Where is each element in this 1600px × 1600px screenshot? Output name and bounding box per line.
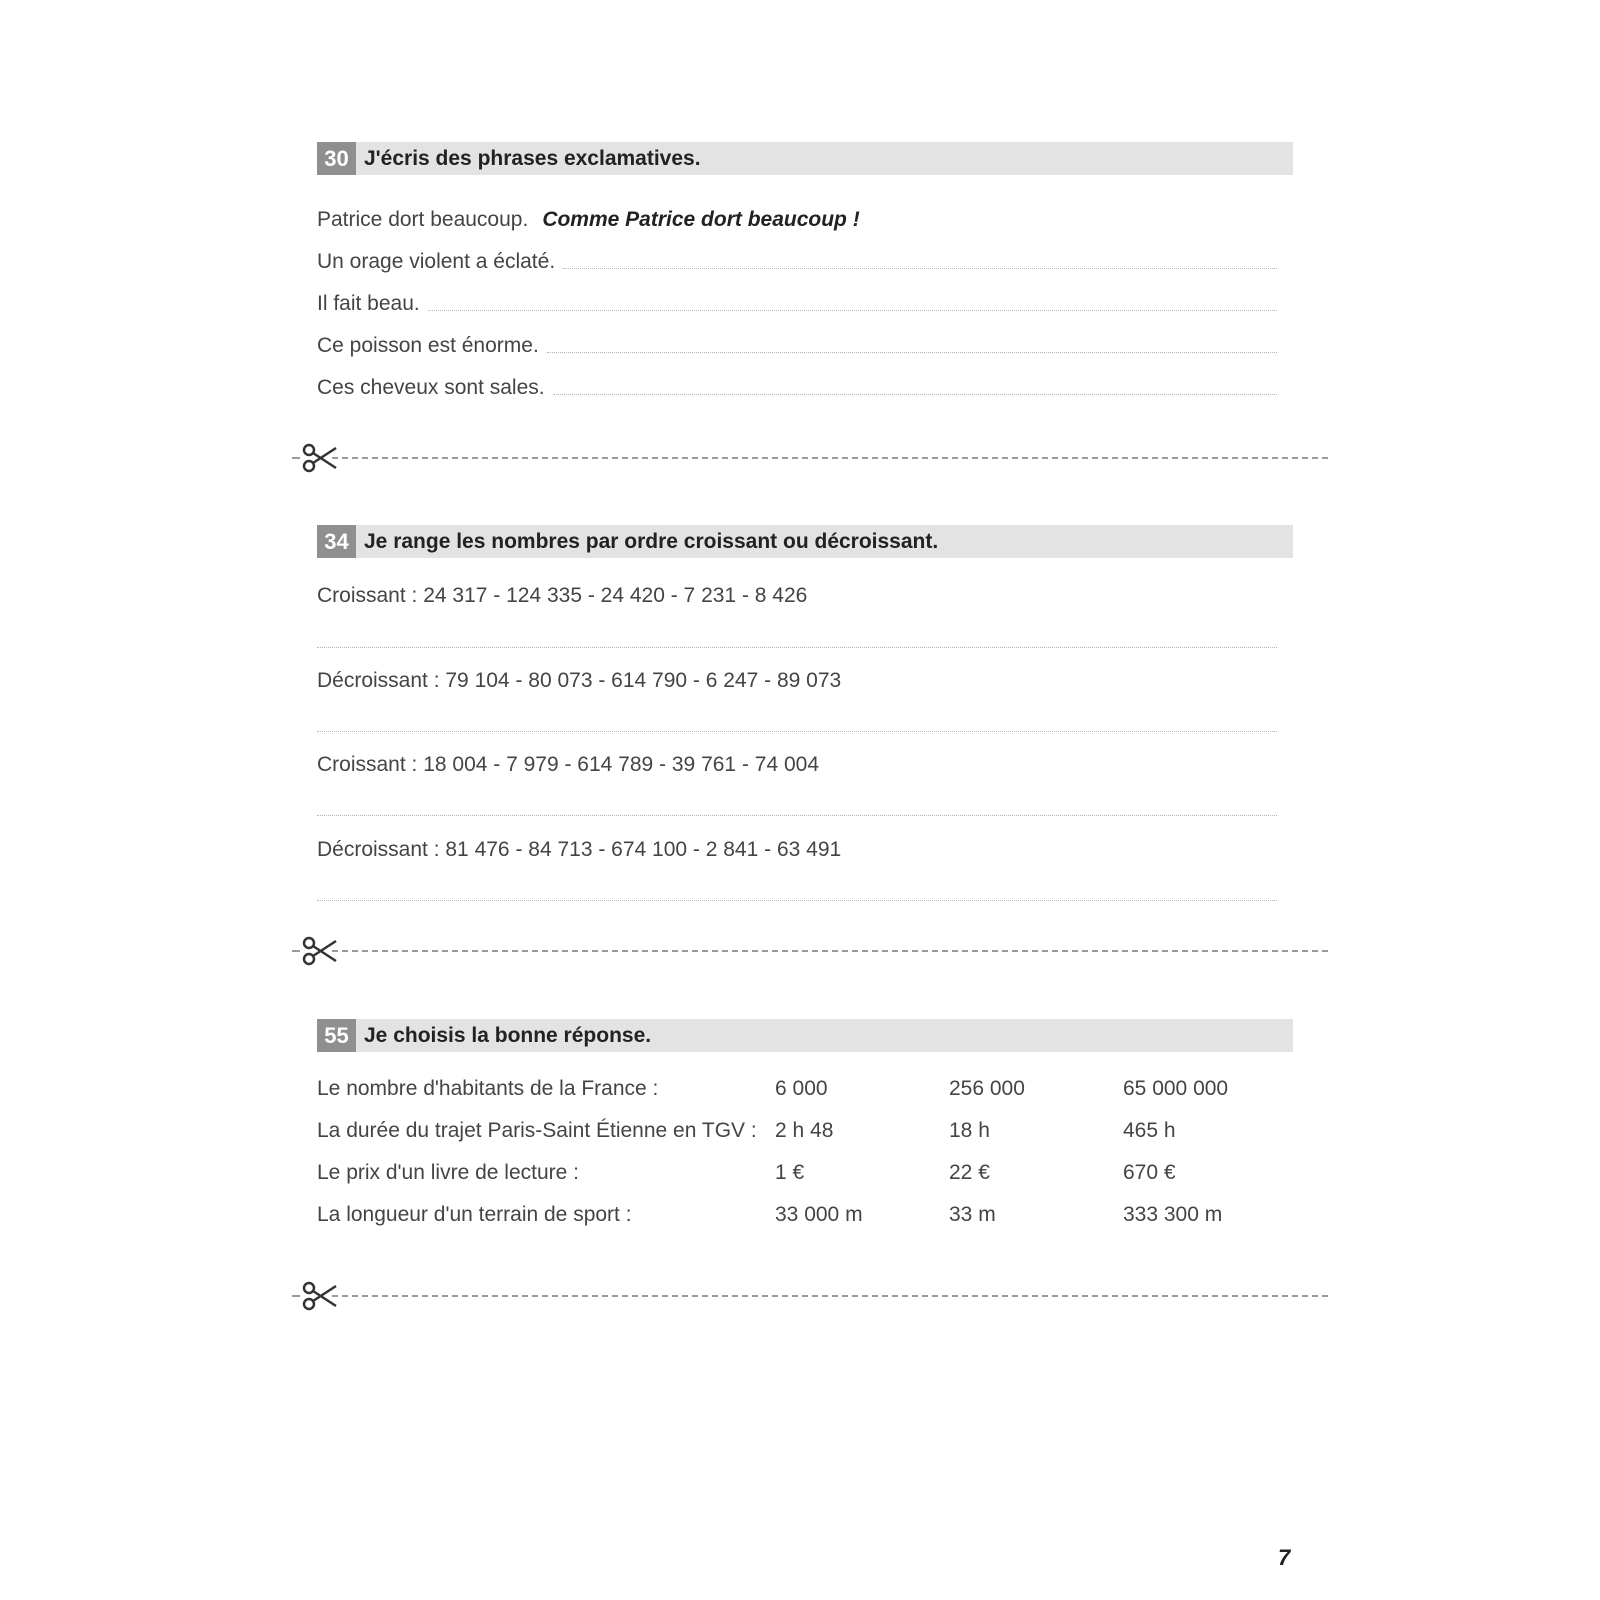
question-label: Le nombre d'habitants de la France : [317,1077,659,1100]
exercise-55-header [317,1019,1293,1052]
answer-option[interactable]: 465 h [1123,1119,1176,1142]
question-label: La durée du trajet Paris-Saint Étienne en TGV : [317,1119,757,1142]
sentence-prompt: Il fait beau. [317,292,420,315]
answer-option[interactable]: 6 000 [775,1077,828,1100]
cut-line [292,934,1328,968]
sentence-prompt: Ces cheveux sont sales. [317,376,545,399]
exercise-title: J'écris des phrases exclamatives. [364,146,701,170]
question-label: La longueur d'un terrain de sport : [317,1203,632,1226]
cut-dash [292,950,300,952]
question-row [317,1161,1277,1195]
answer-option[interactable]: 256 000 [949,1077,1025,1100]
sentence-row [317,282,1277,316]
answer-option[interactable]: 33 m [949,1203,996,1226]
question-row [317,1119,1277,1153]
sentence-prompt: Un orage violent a éclaté. [317,250,556,273]
cut-dash [292,457,300,459]
question-label: Le prix d'un livre de lecture : [317,1161,579,1184]
question-row [317,1077,1277,1111]
number-series: Croissant : 24 317 - 124 335 - 24 420 - 7 231 - 8 426 [317,584,808,607]
answer-option[interactable]: 333 300 m [1123,1203,1223,1226]
cut-dashed-line [332,457,1328,459]
number-series: Décroissant : 79 104 - 80 073 - 614 790 - 6 247 - 89 073 [317,669,842,692]
cut-line [292,1279,1328,1313]
answer-line[interactable] [563,268,1277,269]
exercise-number-badge: 30 [317,142,356,175]
cut-dash [292,1295,300,1297]
answer-line[interactable] [553,394,1277,395]
answer-option[interactable]: 18 h [949,1119,990,1142]
answer-option[interactable]: 2 h 48 [775,1119,834,1142]
sentence-prompt: Ce poisson est énorme. [317,334,539,357]
answer-option[interactable]: 22 € [949,1161,990,1184]
exercise-34-header [317,525,1293,558]
cut-dashed-line [332,1295,1328,1297]
number-series: Décroissant : 81 476 - 84 713 - 674 100 - 2 841 - 63 491 [317,838,842,861]
example-prompt: Patrice dort beaucoup. [317,208,529,231]
answer-option[interactable]: 33 000 m [775,1203,863,1226]
exercise-30-header [317,142,1293,175]
example-answer: Comme Patrice dort beaucoup ! [542,208,860,231]
answer-line[interactable] [428,310,1277,311]
answer-line[interactable] [547,352,1277,353]
answer-option[interactable]: 670 € [1123,1161,1176,1184]
sentence-row [317,366,1277,400]
exercise-number-badge: 55 [317,1019,356,1052]
answer-line[interactable] [317,900,1277,901]
question-row [317,1203,1277,1237]
exercise-title: Je choisis la bonne réponse. [364,1023,652,1047]
sentence-row [317,240,1277,274]
answer-line[interactable] [317,815,1277,816]
example-row [317,198,1277,232]
answer-line[interactable] [317,731,1277,732]
cut-dashed-line [332,950,1328,952]
sentence-row [317,324,1277,358]
answer-option[interactable]: 65 000 000 [1123,1077,1229,1100]
cut-line [292,441,1328,475]
number-series: Croissant : 18 004 - 7 979 - 614 789 - 39 761 - 74 004 [317,753,820,776]
exercise-number-badge: 34 [317,525,356,558]
answer-option[interactable]: 1 € [775,1161,805,1184]
answer-line[interactable] [317,647,1277,648]
page-number: 7 [1278,1545,1291,1570]
exercise-title: Je range les nombres par ordre croissant ou décroissant. [364,529,939,553]
